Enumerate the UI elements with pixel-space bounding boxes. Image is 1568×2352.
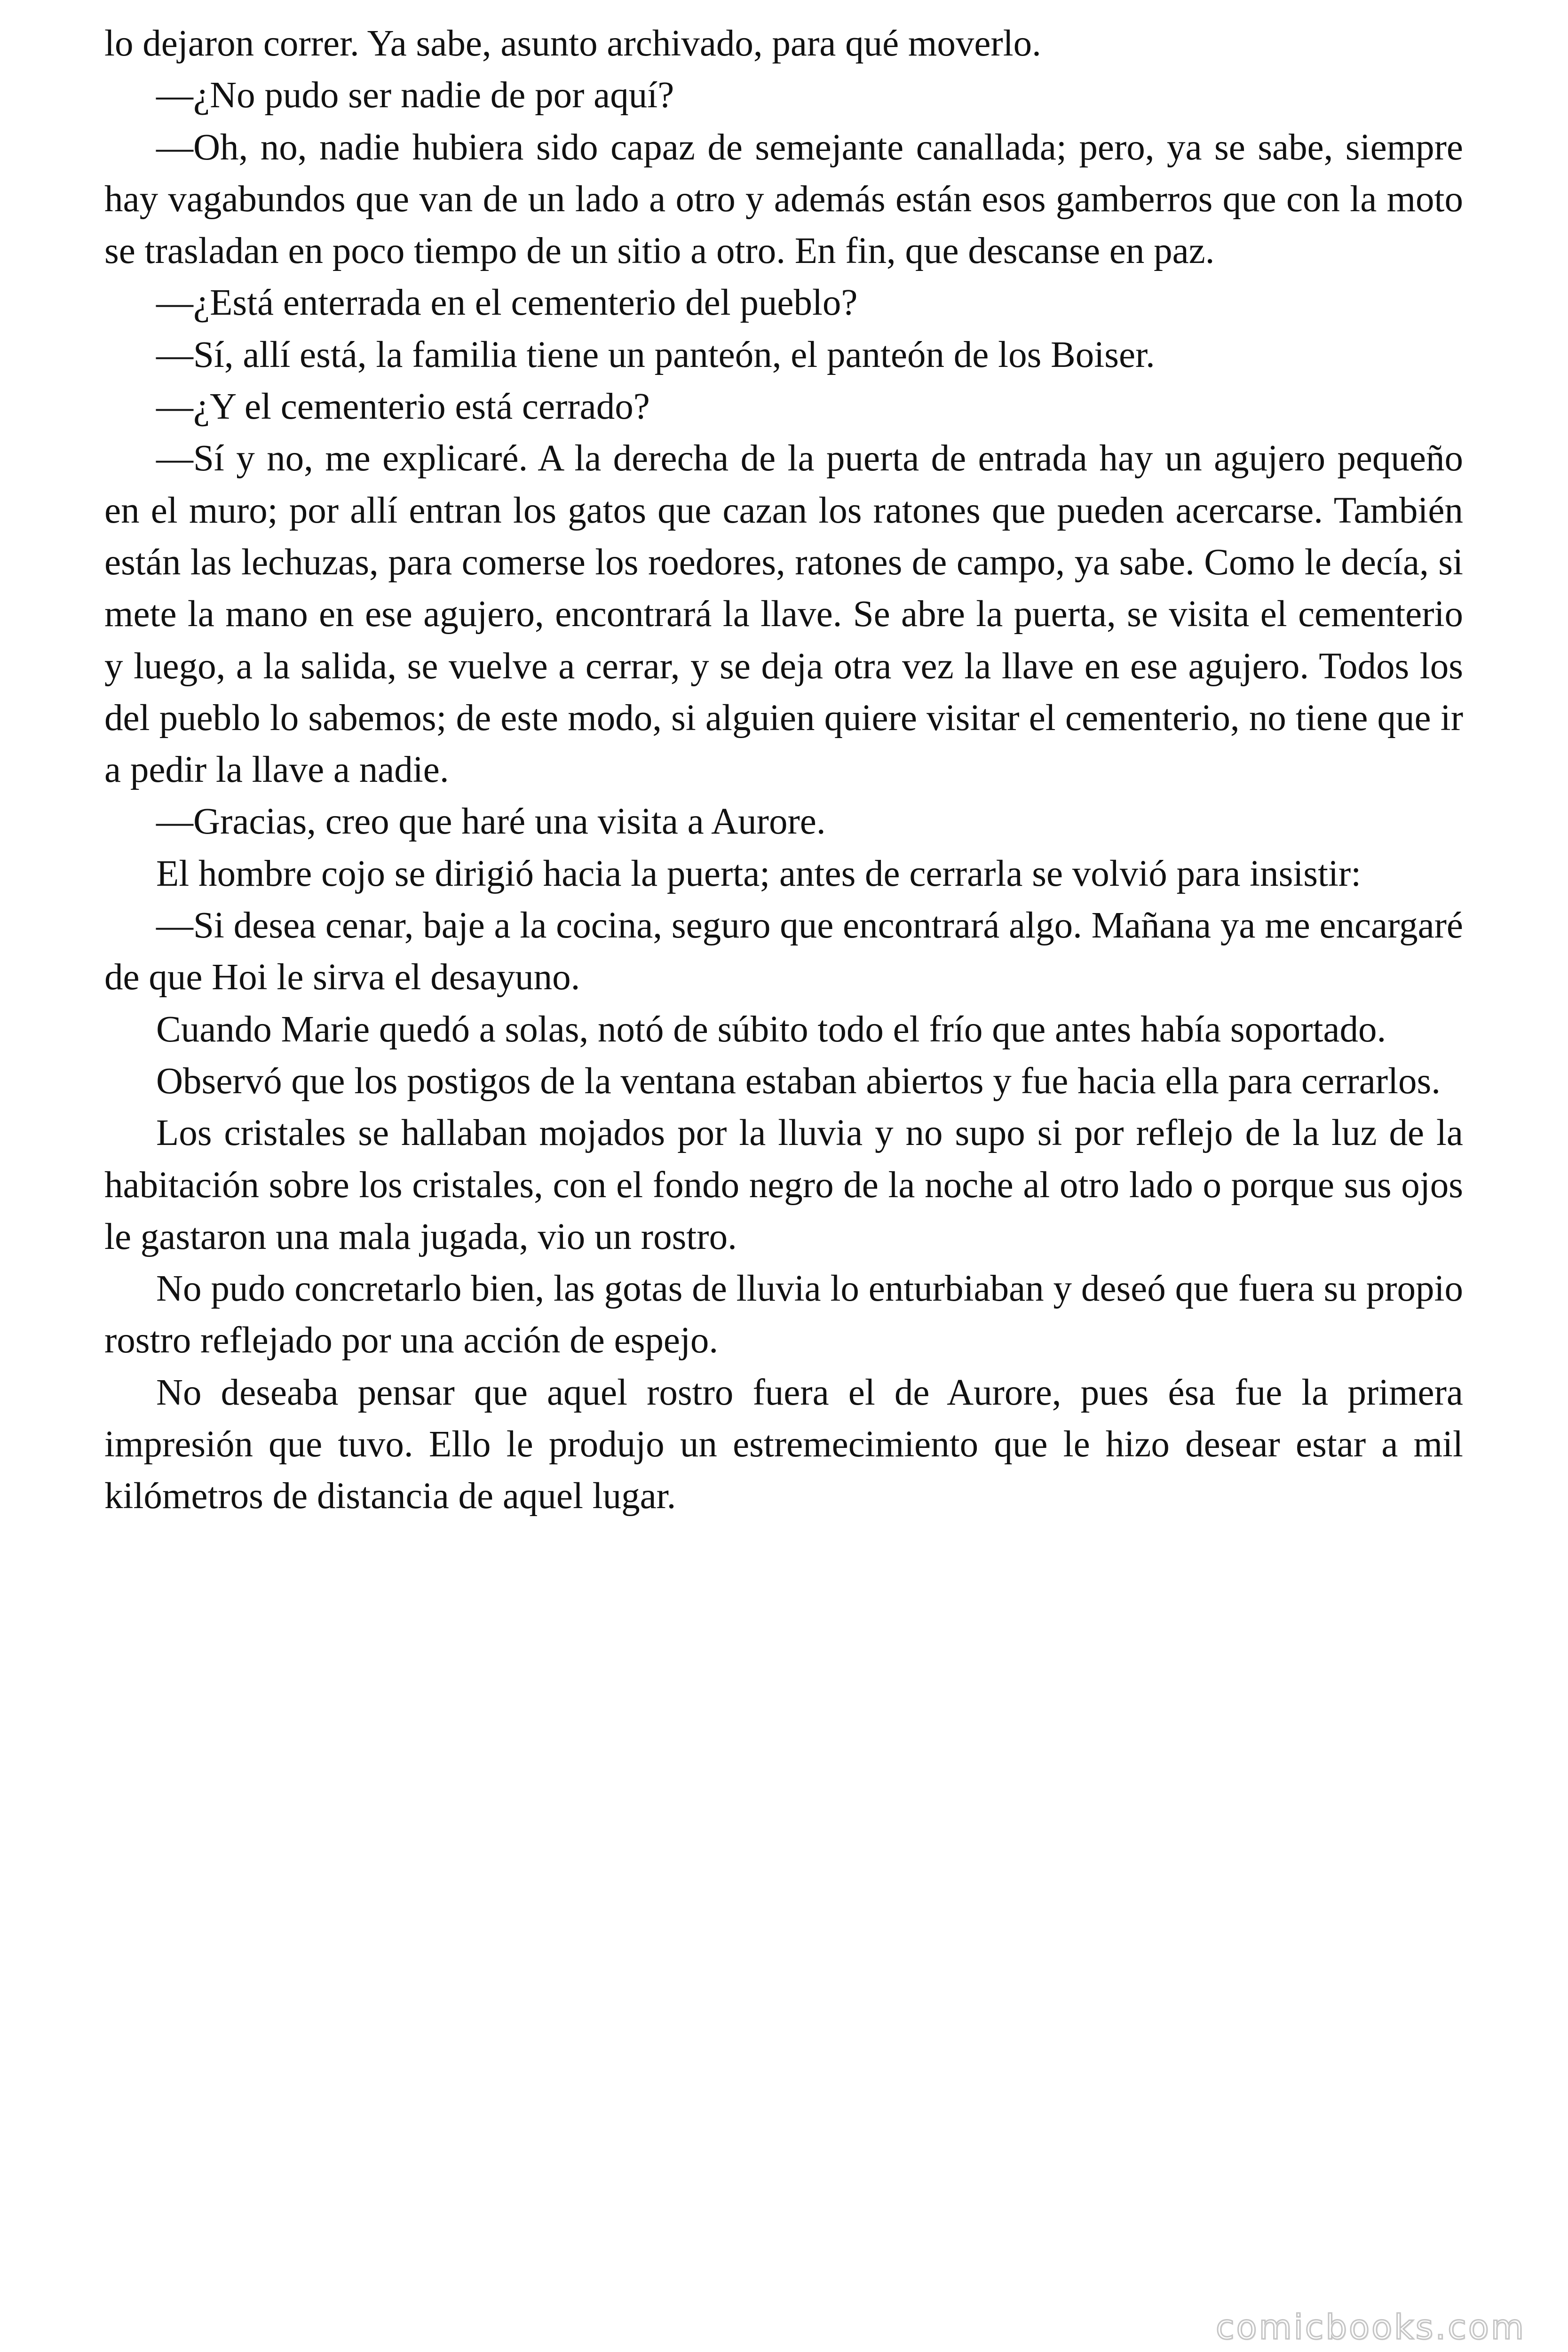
paragraph-narration: Los cristales se hallaban mojados por la lluvia y no supo si por reflejo de la luz de la habitación sobre los cristales, con el fondo negro de la noche al otro lado o porque sus ojos le gastaron una mala jugada, vio un rostro. bbox=[104, 1112, 1463, 1257]
paragraph-narration: El hombre cojo se dirigió hacia la puerta; antes de cerrarla se volvió para insistir: bbox=[156, 853, 1362, 894]
paragraph-narration: No pudo concretarlo bien, las gotas de lluvia lo enturbiaban y deseó que fuera su propio rostro reflejado por una acción de espejo. bbox=[104, 1268, 1463, 1361]
paragraph-dialogue: —¿Está enterrada en el cementerio del pueblo? bbox=[156, 282, 858, 324]
paragraph-continuation: lo dejaron correr. Ya sabe, asunto archivado, para qué moverlo. bbox=[104, 23, 1041, 64]
paragraph-dialogue: —Gracias, creo que haré una visita a Aurore. bbox=[156, 801, 826, 842]
paragraph-narration: Observó que los postigos de la ventana estaban abiertos y fue hacia ella para cerrarlos. bbox=[156, 1060, 1441, 1102]
paragraph-dialogue: —¿Y el cementerio está cerrado? bbox=[156, 386, 650, 428]
paragraph-dialogue: —Oh, no, nadie hubiera sido capaz de semejante canallada; pero, ya se sabe, siempre hay vagabundos que van de un lado a otro y además están esos gamberros que con la moto se trasladan en poco tiempo de un sitio a otro. En fin, que descanse en paz. bbox=[104, 127, 1463, 272]
paragraph-dialogue: —Sí, allí está, la familia tiene un panteón, el panteón de los Boiser. bbox=[156, 334, 1155, 375]
page-body-text bbox=[104, 18, 1463, 1523]
paragraph-narration: Cuando Marie quedó a solas, notó de súbito todo el frío que antes había soportado. bbox=[156, 1009, 1386, 1050]
paragraph-narration: No deseaba pensar que aquel rostro fuera el de Aurore, pues ésa fue la primera impresión que tuvo. Ello le produjo un estremecimiento que le hizo desear estar a mil kilómetros de distancia de aquel lugar. bbox=[104, 1372, 1463, 1517]
paragraph-dialogue: —Sí y no, me explicaré. A la derecha de la puerta de entrada hay un agujero pequeño en el muro; por allí entran los gatos que cazan los ratones que pueden acercarse. También están las lechuzas, para comerse los roedores, ratones de campo, ya sabe. Como le decía, si mete la mano en ese agujero, encontrará la llave. Se abre la puerta, se visita el cementerio y luego, a la salida, se vuelve a cerrar, y se deja otra vez la llave en ese agujero. Todos los del pueblo lo sabemos; de este modo, si alguien quiere visitar el cementerio, no tiene que ir a pedir la llave a nadie. bbox=[104, 438, 1463, 791]
paragraph-dialogue: —¿No pudo ser nadie de por aquí? bbox=[156, 75, 674, 116]
paragraph-dialogue: —Si desea cenar, baje a la cocina, seguro que encontrará algo. Mañana ya me encargaré de que Hoi le sirva el desayuno. bbox=[104, 905, 1463, 998]
watermark-logo: comicbooks.com bbox=[1215, 2307, 1526, 2347]
